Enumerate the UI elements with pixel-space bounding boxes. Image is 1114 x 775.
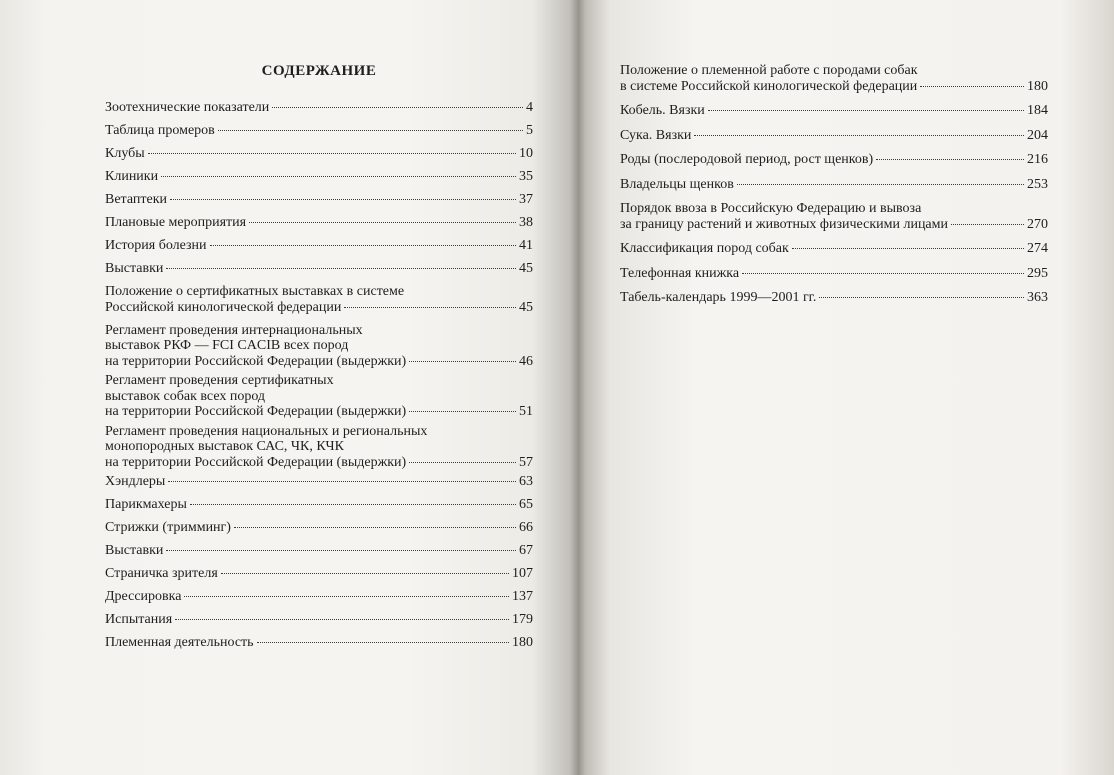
toc-entry-row [620, 177, 1048, 193]
toc-page-number: 63 [519, 474, 533, 489]
toc-entry-title: Табель-календарь 1999—2001 гг. [620, 290, 817, 305]
toc-page-number: 216 [1027, 152, 1048, 167]
toc-entry[interactable] [105, 261, 533, 277]
dot-leader [876, 159, 1024, 160]
toc-entry-row [105, 635, 533, 651]
toc-entry[interactable] [620, 290, 1048, 306]
toc-page-number: 37 [519, 192, 533, 207]
toc-entry[interactable] [105, 373, 533, 420]
toc-entry-row [105, 146, 533, 162]
dot-leader [409, 361, 516, 362]
dot-leader [184, 596, 509, 597]
toc-entry-row [105, 238, 533, 254]
dot-leader [166, 268, 516, 269]
toc-entry-title: Страничка зрителя [105, 566, 218, 581]
toc-entry-row [105, 520, 533, 536]
toc-entry-title: Классификация пород собак [620, 241, 789, 256]
dot-leader [742, 273, 1024, 274]
toc-entry[interactable] [620, 63, 1048, 94]
toc-entry-row [105, 404, 533, 420]
toc-entry-row [105, 543, 533, 559]
toc-entry-row [620, 241, 1048, 257]
toc-page-number: 253 [1027, 176, 1048, 192]
toc-entry-title-line: Регламент проведения сертификатных [105, 373, 334, 388]
toc-page-number: 45 [519, 299, 533, 315]
toc-entry-title: Племенная деятельность [105, 635, 254, 650]
toc-entry-title: Российской кинологической федерации [105, 299, 342, 315]
book-gutter [570, 0, 586, 775]
toc-page-number: 180 [1027, 78, 1048, 94]
toc-page-number: 38 [519, 215, 533, 230]
toc-entry-row [620, 128, 1048, 144]
toc-entry-title: Клиники [105, 169, 159, 184]
toc-page-number: 35 [519, 169, 533, 184]
dot-leader [920, 86, 1024, 87]
dot-leader [257, 642, 509, 643]
toc-entry-row [620, 103, 1048, 119]
toc-entry-row [620, 152, 1048, 168]
toc-entry-title: Парикмахеры [105, 497, 187, 512]
toc-page-number: 57 [519, 454, 533, 470]
toc-entry-title: Испытания [105, 612, 173, 627]
dot-leader [272, 107, 523, 108]
dot-leader [190, 504, 516, 505]
toc-entry[interactable] [105, 123, 533, 139]
dot-leader [409, 411, 516, 412]
toc-entry-row [105, 123, 533, 139]
dot-leader [218, 130, 523, 131]
toc-page-number: 274 [1027, 241, 1048, 256]
toc-page-number: 4 [526, 100, 533, 115]
toc-page-number: 41 [519, 238, 533, 253]
toc-entry-title-line: Порядок ввоза в Российскую Федерацию и вывоза [620, 201, 922, 216]
toc-entry-title-line: выставок собак всех пород [105, 388, 266, 404]
dot-leader [168, 481, 516, 482]
toc-entry-title: на территории Российской Федерации (выдержки) [105, 454, 407, 470]
toc-entry-row [105, 300, 533, 316]
toc-entry-row [620, 79, 1048, 95]
toc-entry-row [105, 566, 533, 582]
toc-entry-row [105, 497, 533, 513]
toc-entry-title-line: выставок РКФ — FCI CACIB всех пород [105, 338, 349, 353]
toc-entry[interactable] [620, 128, 1048, 144]
toc-entry-title: Ветаптеки [105, 192, 167, 207]
dot-leader [210, 245, 516, 246]
toc-entry[interactable] [105, 323, 533, 370]
toc-entry-row [620, 290, 1048, 306]
toc-entry[interactable] [620, 201, 1048, 232]
dot-leader [694, 135, 1024, 136]
dot-leader [409, 462, 516, 463]
toc-entry-title-line: Положение о племенной работе с породами собак [620, 63, 918, 78]
toc-entry-title: Телефонная книжка [620, 265, 740, 281]
dot-leader [175, 619, 509, 620]
toc-entry-title: Таблица промеров [105, 123, 215, 138]
toc-entry[interactable] [105, 424, 533, 471]
toc-entry-title: Выставки [105, 543, 164, 558]
dot-leader [234, 527, 516, 528]
toc-entry-row [105, 215, 533, 231]
dot-leader [161, 176, 516, 177]
dot-leader [792, 248, 1024, 249]
toc-entry[interactable] [105, 635, 533, 651]
toc-entry[interactable] [105, 169, 533, 185]
contents-heading: СОДЕРЖАНИЕ [261, 63, 377, 79]
toc-entry-title: Владельцы щенков [620, 176, 734, 192]
toc-entry[interactable] [620, 241, 1048, 257]
toc-entry[interactable] [105, 146, 533, 162]
toc-entry-title: Дрессировка [105, 589, 182, 604]
toc-entry-row [620, 217, 1048, 233]
dot-leader [166, 550, 516, 551]
toc-entry-title: на территории Российской Федерации (выдержки) [105, 404, 407, 419]
toc-entry[interactable] [105, 474, 533, 490]
toc-entry-title-line: Регламент проведения интернациональных [105, 322, 363, 338]
toc-entry-title: в системе Российской кинологической федерации [620, 78, 918, 94]
dot-leader [708, 110, 1024, 111]
toc-page-number: 65 [519, 497, 533, 512]
toc-page-number: 45 [519, 261, 533, 276]
toc-entry[interactable] [105, 566, 533, 582]
dot-leader [170, 199, 516, 200]
toc-page-number: 51 [519, 404, 533, 419]
toc-page-number: 204 [1027, 127, 1048, 143]
toc-entry[interactable] [105, 520, 533, 536]
toc-entry-row [105, 261, 533, 277]
toc-page-number: 137 [512, 589, 533, 604]
toc-entry[interactable] [620, 103, 1048, 119]
toc-entry-row [105, 169, 533, 185]
toc-page-number: 67 [519, 543, 533, 558]
toc-entry-row [105, 589, 533, 605]
toc-right-list [620, 63, 1048, 315]
dot-leader [951, 224, 1024, 225]
toc-entry-title: Роды (послеродовой период, рост щенков) [620, 152, 874, 167]
toc-entry-row [105, 192, 533, 208]
toc-entry[interactable] [105, 192, 533, 208]
dot-leader [737, 184, 1024, 185]
toc-entry-title: Выставки [105, 261, 164, 276]
toc-entry-title: Кобель. Вязки [620, 103, 705, 118]
toc-entry[interactable] [105, 543, 533, 559]
toc-left-list [105, 100, 533, 658]
toc-entry-title: Сука. Вязки [620, 127, 692, 143]
toc-entry-title: Стрижки (тримминг) [105, 520, 231, 535]
toc-entry-title: Плановые мероприятия [105, 215, 247, 230]
dot-leader [819, 297, 1024, 298]
toc-page-number: 295 [1027, 265, 1048, 281]
toc-page-number: 46 [519, 353, 533, 369]
toc-entry-row [105, 455, 533, 471]
toc-entry-title: на территории Российской Федерации (выдержки) [105, 353, 407, 369]
toc-entry[interactable] [105, 589, 533, 605]
toc-page-number: 180 [512, 635, 533, 650]
toc-page-number: 66 [519, 520, 533, 535]
toc-entry-title: Клубы [105, 146, 145, 161]
toc-entry-row [105, 474, 533, 490]
toc-entry-title-line: Положение о сертификатных выставках в системе [105, 284, 405, 299]
toc-page-number: 270 [1027, 216, 1048, 232]
toc-entry-row [105, 354, 533, 370]
dot-leader [344, 307, 516, 308]
toc-entry-title-line: монопородных выставок САС, ЧК, КЧК [105, 439, 344, 454]
toc-entry-title: Зоотехнические показатели [105, 100, 270, 115]
toc-page-number: 10 [519, 146, 533, 161]
toc-entry-row [620, 266, 1048, 282]
toc-page-number: 179 [512, 612, 533, 627]
toc-entry[interactable] [620, 266, 1048, 282]
toc-entry[interactable] [620, 152, 1048, 168]
dot-leader [249, 222, 516, 223]
toc-entry-title-line: Регламент проведения национальных и региональных [105, 423, 428, 439]
toc-entry[interactable] [105, 100, 533, 116]
toc-entry[interactable] [105, 612, 533, 628]
toc-entry-row [105, 100, 533, 116]
toc-entry[interactable] [105, 497, 533, 513]
toc-entry[interactable] [105, 215, 533, 231]
toc-entry-title: Хэндлеры [105, 474, 166, 489]
toc-page-number: 107 [512, 566, 533, 581]
toc-entry-title: за границу растений и животных физическими лицами [620, 216, 949, 232]
toc-page-number: 5 [526, 123, 533, 138]
toc-entry[interactable] [105, 238, 533, 254]
toc-entry-title: История болезни [105, 238, 207, 253]
dot-leader [221, 573, 509, 574]
toc-entry[interactable] [620, 177, 1048, 193]
toc-entry-row [105, 612, 533, 628]
dot-leader [148, 153, 516, 154]
toc-page-number: 363 [1027, 290, 1048, 305]
toc-page-number: 184 [1027, 103, 1048, 118]
toc-entry[interactable] [105, 284, 533, 315]
